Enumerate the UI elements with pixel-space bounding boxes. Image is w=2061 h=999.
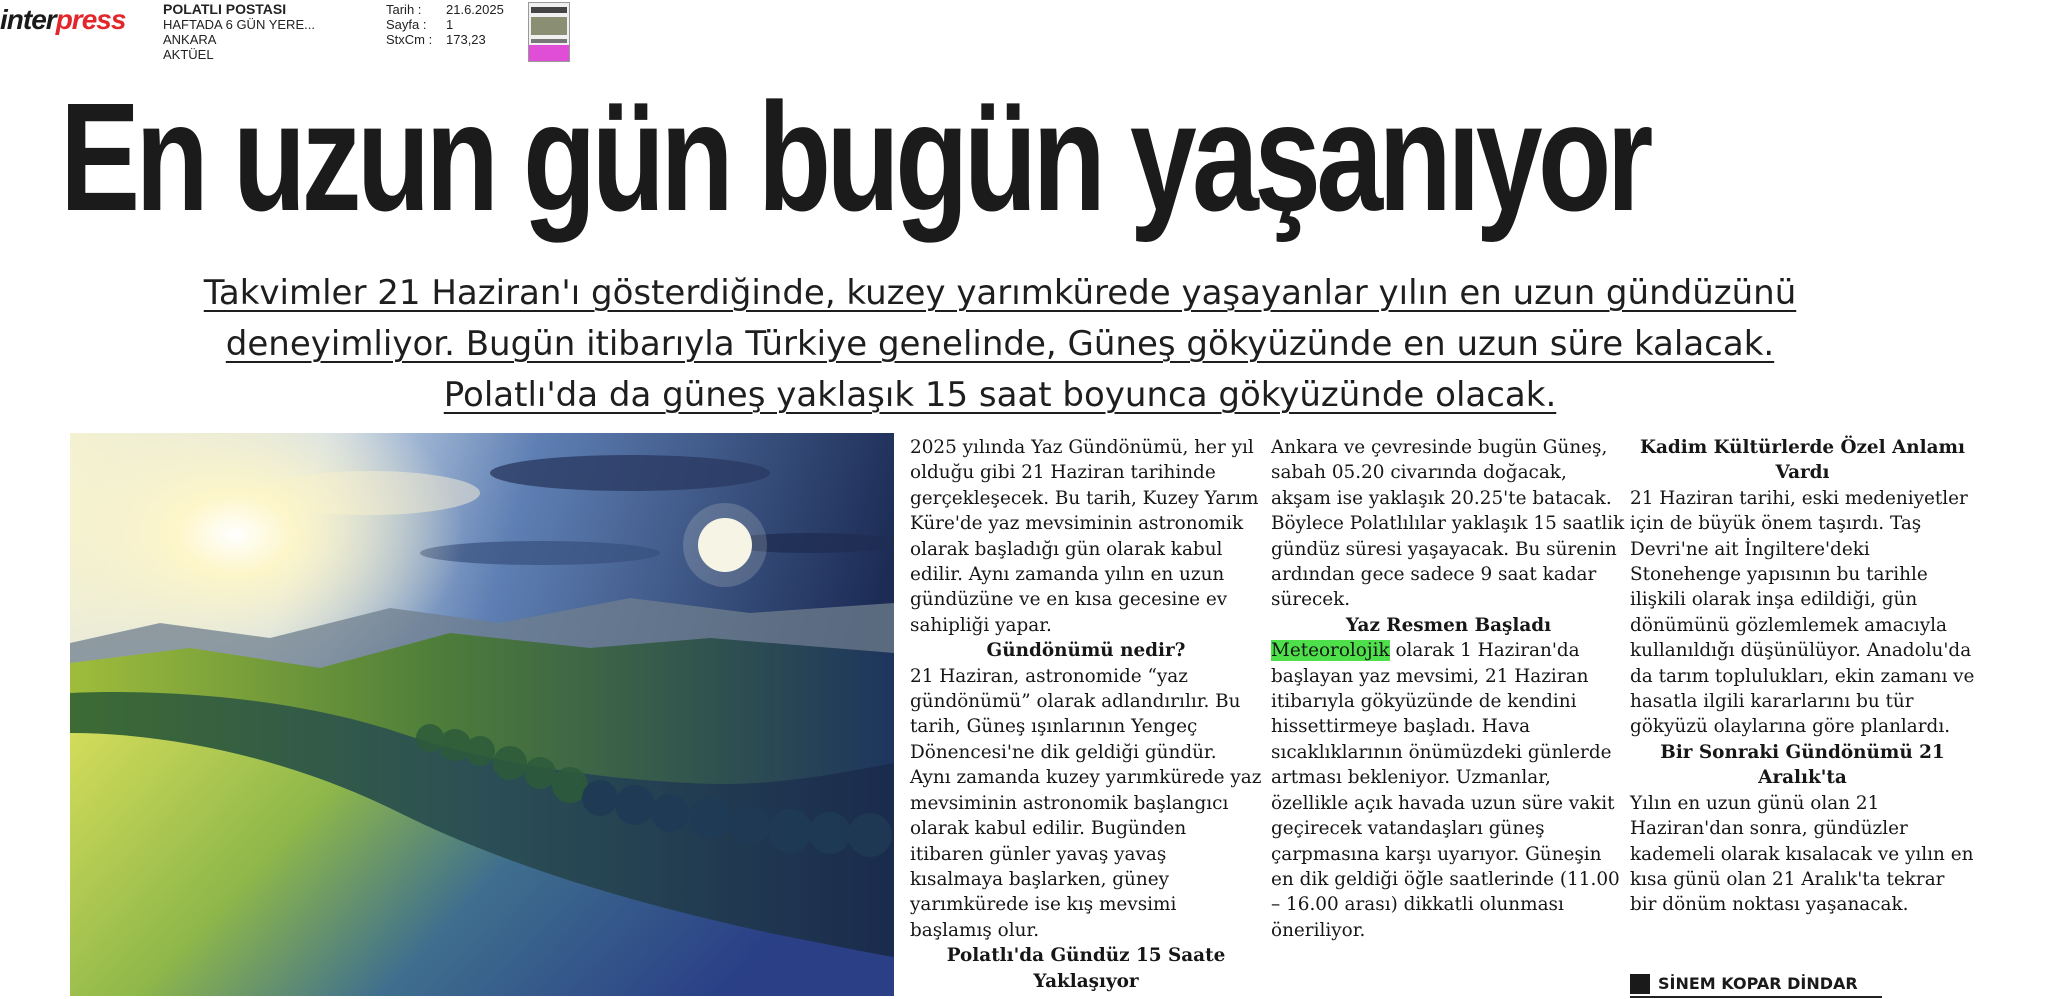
page-label: Sayfa : xyxy=(386,17,427,32)
highlighted-keyword: Meteorolojik xyxy=(1271,640,1390,662)
paragraph: Ankara ve çevresinde bugün Güneş, sabah 05.20 civarında doğacak, akşam ise yaklaşık 20.25'te batacak. Böylece Polatlılılar yaklaşık 15 saatlik gündüz süresi yaşayacak. Bu sürenin ardından gece sadece 9 saat kadar sürecek. xyxy=(1271,437,1625,611)
paragraph: Meteorolojik olarak 1 Haziran'da başlayan yaz mevsimi, 21 Haziran itibarıyla gökyüzünde de kendini hissettirmeye başladı. Hava sıcaklıklarının önümüzdeki günlerde artması bekleniyor. Uzmanlar, özellikle açık havada uzun süre vakit geçirecek vatandaşları güneş çarpmasına karşı uyarıyor. Güneşin en dik geldiği öğle saatlerinde (11.00 – 16.00 arası) dikkatli olunması öneriliyor. xyxy=(1271,640,1620,941)
subheading: Polatlı'da Gündüz 15 Saate Yaklaşıyor xyxy=(946,945,1226,992)
subheading: Gündönümü nedir? xyxy=(986,640,1186,662)
publication-name: POLATLI POSTASI xyxy=(163,1,287,17)
stxcm-label: StxCm : xyxy=(386,32,433,47)
spot-line-3: Polatlı'da da güneş yaklaşık 15 saat boyunca gökyüzünde olacak. xyxy=(443,375,1557,415)
article-headline: En uzun gün bugün yaşanıyor xyxy=(60,71,1649,243)
article-column-2 xyxy=(1271,435,1626,943)
stxcm-value: 173,23 xyxy=(446,32,486,47)
spot-line-1: Takvimler 21 Haziran'ı gösterdiğinde, kuzey yarımkürede yaşayanlar yılın en uzun gündüzünü xyxy=(203,273,1797,313)
author-byline xyxy=(1630,972,1882,998)
article-column-1 xyxy=(910,435,1262,994)
publication-section: AKTÜEL xyxy=(163,47,214,62)
paragraph: Yılın en uzun günü olan 21 Haziran'dan sonra, gündüzler kademeli olarak kısalacak ve yılın en kısa günü olan 21 Aralık'ta tekrar bir dönüm noktası yaşanacak. xyxy=(1630,792,1974,916)
article-spot xyxy=(150,268,1850,421)
subheading: Kadim Kültürlerde Özel Anlamı Vardı xyxy=(1640,437,1965,484)
paragraph: 21 Haziran, astronomide “yaz gündönümü” olarak adlandırılır. Bu tarih, Güneş ışınlarının Yengeç Dönencesi'ne dik geldiği gündür. Aynı zamanda kuzey yarımkürede yaz mevsiminin astronomik başlangıcı olarak kabul edilir. Bugünden itibaren günler yavaş yavaş kısalmaya başlarken, güney yarımkürede ise kış mevsimi başlamış olur. xyxy=(910,665,1262,941)
subheading: Yaz Resmen Başladı xyxy=(1345,614,1552,636)
article-photo xyxy=(70,433,894,996)
spot-line-2: deneyimliyor. Bugün itibarıyla Türkiye genelinde, Güneş gökyüzünde en uzun süre kalacak. xyxy=(225,324,1775,364)
page-thumbnail[interactable] xyxy=(528,2,570,62)
thumbnail-highlight xyxy=(529,45,569,61)
date-label: Tarih : xyxy=(386,2,422,17)
paragraph: 21 Haziran tarihi, eski medeniyetler için de büyük önem taşırdı. Taş Devri'ne ait İngiltere'deki Stonehenge yapısının bu tarihle ilişkili olarak inşa edildiği, gün dönümünü gözlemlemek amacıyla kullanıldığı düşünülüyor. Anadolu'da da tarım toplulukları, ekin zamanı ve hasatla ilgili kararlarını bu tür gökyüzü olaylarına göre planlardı. xyxy=(1630,487,1975,738)
page-value: 1 xyxy=(446,17,454,32)
subheading: Bir Sonraki Gündönümü 21 Aralık'ta xyxy=(1660,741,1945,789)
article-column-3 xyxy=(1630,435,1975,918)
paragraph: 2025 yılında Yaz Gündönümü, her yıl olduğu gibi 21 Haziran tarihinde gerçekleşecek. Bu tarih, Kuzey Yarım Küre'de yaz mevsiminin astronomik olarak başladığı gün olarak kabul edilir. Aynı zamanda yılın en uzun gündüzüne ve en kısa gecesine ev sahipliği yapar. xyxy=(910,437,1259,636)
author-name: SİNEM KOPAR DİNDAR xyxy=(1658,974,1858,993)
date-value: 21.6.2025 xyxy=(446,2,504,17)
publication-info xyxy=(163,2,315,62)
byline-square-icon xyxy=(1630,974,1650,994)
publication-frequency: HAFTADA 6 GÜN YERE... xyxy=(163,17,315,32)
clipping-info xyxy=(386,2,504,47)
interpress-logo: interpress xyxy=(0,4,126,35)
publication-city: ANKARA xyxy=(163,32,217,47)
